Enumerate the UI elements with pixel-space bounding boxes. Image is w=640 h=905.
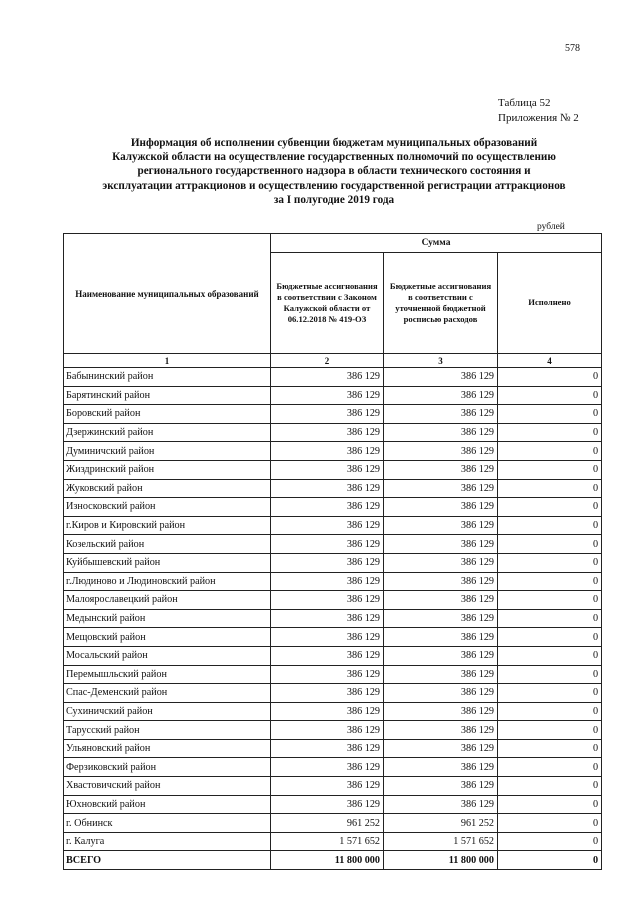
executed-value: 0 (498, 609, 602, 628)
title-line: эксплуатации аттракционов и осуществлению государственной регистрации аттракционов (102, 179, 566, 192)
table-row (64, 498, 602, 517)
executed-value: 0 (498, 646, 602, 665)
column-number-1: 1 (64, 354, 271, 368)
law-allocation-value: 386 129 (271, 721, 384, 740)
executed-value: 0 (498, 684, 602, 703)
table-row (64, 777, 602, 796)
refined-allocation-value: 386 129 (384, 572, 498, 591)
refined-allocation-value: 386 129 (384, 386, 498, 405)
law-allocation-value: 386 129 (271, 684, 384, 703)
header-municipality: Наименование муниципальных образований (64, 234, 271, 354)
law-allocation-value: 386 129 (271, 368, 384, 387)
table-row (64, 368, 602, 387)
refined-allocation-value: 386 129 (384, 628, 498, 647)
municipality-name: Боровский район (64, 405, 271, 424)
column-number-3: 3 (384, 354, 498, 368)
table-row (64, 442, 602, 461)
law-allocation-value: 386 129 (271, 609, 384, 628)
refined-allocation-value: 386 129 (384, 535, 498, 554)
law-allocation-value: 386 129 (271, 442, 384, 461)
title-line: за I полугодие 2019 года (273, 193, 395, 206)
executed-value: 0 (498, 460, 602, 479)
table-row (64, 795, 602, 814)
law-allocation-value: 386 129 (271, 498, 384, 517)
municipality-name: Юхновский район (64, 795, 271, 814)
executed-value: 0 (498, 739, 602, 758)
table-label: Таблица 52 (498, 97, 551, 109)
municipality-name: Спас-Деменский район (64, 684, 271, 703)
law-allocation-value: 386 129 (271, 591, 384, 610)
table-row (64, 721, 602, 740)
refined-allocation-value: 386 129 (384, 777, 498, 796)
law-allocation-value: 386 129 (271, 777, 384, 796)
municipality-name: Медынский район (64, 609, 271, 628)
executed-value: 0 (498, 386, 602, 405)
municipality-name: Мосальский район (64, 646, 271, 665)
law-allocation-value: 11 800 000 (271, 851, 384, 870)
municipality-name: Барятинский район (64, 386, 271, 405)
municipality-name: ВСЕГО (64, 851, 271, 870)
refined-allocation-value: 386 129 (384, 516, 498, 535)
executed-value: 0 (498, 665, 602, 684)
executed-value: 0 (498, 535, 602, 554)
municipality-name: г.Людиново и Людиновский район (64, 572, 271, 591)
law-allocation-value: 386 129 (271, 758, 384, 777)
refined-allocation-value: 386 129 (384, 423, 498, 442)
executed-value: 0 (498, 442, 602, 461)
law-allocation-value: 386 129 (271, 535, 384, 554)
table-row (64, 739, 602, 758)
municipality-name: Мещовский район (64, 628, 271, 647)
executed-value: 0 (498, 758, 602, 777)
column-number-2: 2 (271, 354, 384, 368)
units-label: рублей (537, 222, 565, 232)
municipality-name: Малоярославецкий район (64, 591, 271, 610)
table-row (64, 423, 602, 442)
table-reference (498, 96, 579, 126)
table-row (64, 684, 602, 703)
executed-value: 0 (498, 851, 602, 870)
title-line: регионального государственного надзора в области технического состояния и (137, 165, 531, 178)
header-executed: Исполнено (498, 253, 602, 354)
table-row (64, 405, 602, 424)
municipality-name: Куйбышевский район (64, 553, 271, 572)
executed-value: 0 (498, 795, 602, 814)
title-line: Калужской области на осуществление государственных полномочий по осуществлению (112, 151, 556, 164)
executed-value: 0 (498, 516, 602, 535)
table-row (64, 479, 602, 498)
refined-allocation-value: 386 129 (384, 795, 498, 814)
refined-allocation-value: 386 129 (384, 721, 498, 740)
law-allocation-value: 386 129 (271, 628, 384, 647)
header-sum-group: Сумма (271, 234, 602, 253)
municipality-name: Сухиничский район (64, 702, 271, 721)
executed-value: 0 (498, 423, 602, 442)
municipality-name: Ульяновский район (64, 739, 271, 758)
law-allocation-value: 1 571 652 (271, 832, 384, 851)
table-row (64, 628, 602, 647)
table-row (64, 535, 602, 554)
refined-allocation-value: 386 129 (384, 684, 498, 703)
refined-allocation-value: 386 129 (384, 460, 498, 479)
law-allocation-value: 386 129 (271, 739, 384, 758)
municipality-name: Тарусский район (64, 721, 271, 740)
table-row (64, 702, 602, 721)
executed-value: 0 (498, 628, 602, 647)
refined-allocation-value: 386 129 (384, 739, 498, 758)
law-allocation-value: 386 129 (271, 386, 384, 405)
municipality-name: Хвастовичский район (64, 777, 271, 796)
refined-allocation-value: 386 129 (384, 646, 498, 665)
law-allocation-value: 386 129 (271, 795, 384, 814)
executed-value: 0 (498, 553, 602, 572)
law-allocation-value: 386 129 (271, 702, 384, 721)
page-number: 578 (565, 43, 580, 54)
law-allocation-value: 386 129 (271, 553, 384, 572)
refined-allocation-value: 386 129 (384, 368, 498, 387)
refined-allocation-value: 386 129 (384, 702, 498, 721)
law-allocation-value: 386 129 (271, 572, 384, 591)
executed-value: 0 (498, 405, 602, 424)
executed-value: 0 (498, 498, 602, 517)
table-row (64, 609, 602, 628)
municipality-name: Ферзиковский район (64, 758, 271, 777)
law-allocation-value: 961 252 (271, 814, 384, 833)
refined-allocation-value: 386 129 (384, 758, 498, 777)
column-number-4: 4 (498, 354, 602, 368)
refined-allocation-value: 386 129 (384, 479, 498, 498)
refined-allocation-value: 386 129 (384, 553, 498, 572)
executed-value: 0 (498, 591, 602, 610)
municipality-name: Дзержинский район (64, 423, 271, 442)
executed-value: 0 (498, 832, 602, 851)
refined-allocation-value: 11 800 000 (384, 851, 498, 870)
executed-value: 0 (498, 721, 602, 740)
municipality-name: Козельский район (64, 535, 271, 554)
law-allocation-value: 386 129 (271, 460, 384, 479)
table-row (64, 572, 602, 591)
refined-allocation-value: 386 129 (384, 591, 498, 610)
table-row (64, 814, 602, 833)
refined-allocation-value: 386 129 (384, 609, 498, 628)
total-row (64, 851, 602, 870)
refined-allocation-value: 386 129 (384, 442, 498, 461)
refined-allocation-value: 386 129 (384, 405, 498, 424)
municipality-name: г. Обнинск (64, 814, 271, 833)
law-allocation-value: 386 129 (271, 516, 384, 535)
municipality-name: Перемышльский район (64, 665, 271, 684)
execution-table (63, 233, 602, 870)
law-allocation-value: 386 129 (271, 405, 384, 424)
appendix-label: Приложения № 2 (498, 112, 579, 124)
refined-allocation-value: 1 571 652 (384, 832, 498, 851)
table-row (64, 516, 602, 535)
municipality-name: Думиничский район (64, 442, 271, 461)
refined-allocation-value: 386 129 (384, 665, 498, 684)
header-refined-allocations: Бюджетные ассигнования в соответствии с уточненной бюджетной росписью расходов (384, 253, 498, 354)
executed-value: 0 (498, 702, 602, 721)
table-row (64, 591, 602, 610)
executed-value: 0 (498, 572, 602, 591)
executed-value: 0 (498, 479, 602, 498)
header-law-allocations: Бюджетные ассигнования в соответствии с Законом Калужской области от 06.12.2018 № 419-ОЗ (271, 253, 384, 354)
municipality-name: г.Киров и Кировский район (64, 516, 271, 535)
municipality-name: г. Калуга (64, 832, 271, 851)
refined-allocation-value: 386 129 (384, 498, 498, 517)
refined-allocation-value: 961 252 (384, 814, 498, 833)
table-row (64, 553, 602, 572)
municipality-name: Жуковский район (64, 479, 271, 498)
municipality-name: Жиздринский район (64, 460, 271, 479)
executed-value: 0 (498, 814, 602, 833)
table-row (64, 646, 602, 665)
table-row (64, 758, 602, 777)
title-line: Информация об исполнении субвенции бюджетам муниципальных образований (130, 137, 538, 149)
table-row (64, 832, 602, 851)
law-allocation-value: 386 129 (271, 423, 384, 442)
table-row (64, 386, 602, 405)
table-row (64, 665, 602, 684)
table-body (64, 368, 602, 870)
law-allocation-value: 386 129 (271, 646, 384, 665)
municipality-name: Бабынинский район (64, 368, 271, 387)
law-allocation-value: 386 129 (271, 665, 384, 684)
executed-value: 0 (498, 777, 602, 796)
document-title (60, 136, 608, 207)
municipality-name: Износковский район (64, 498, 271, 517)
law-allocation-value: 386 129 (271, 479, 384, 498)
table-row (64, 460, 602, 479)
executed-value: 0 (498, 368, 602, 387)
